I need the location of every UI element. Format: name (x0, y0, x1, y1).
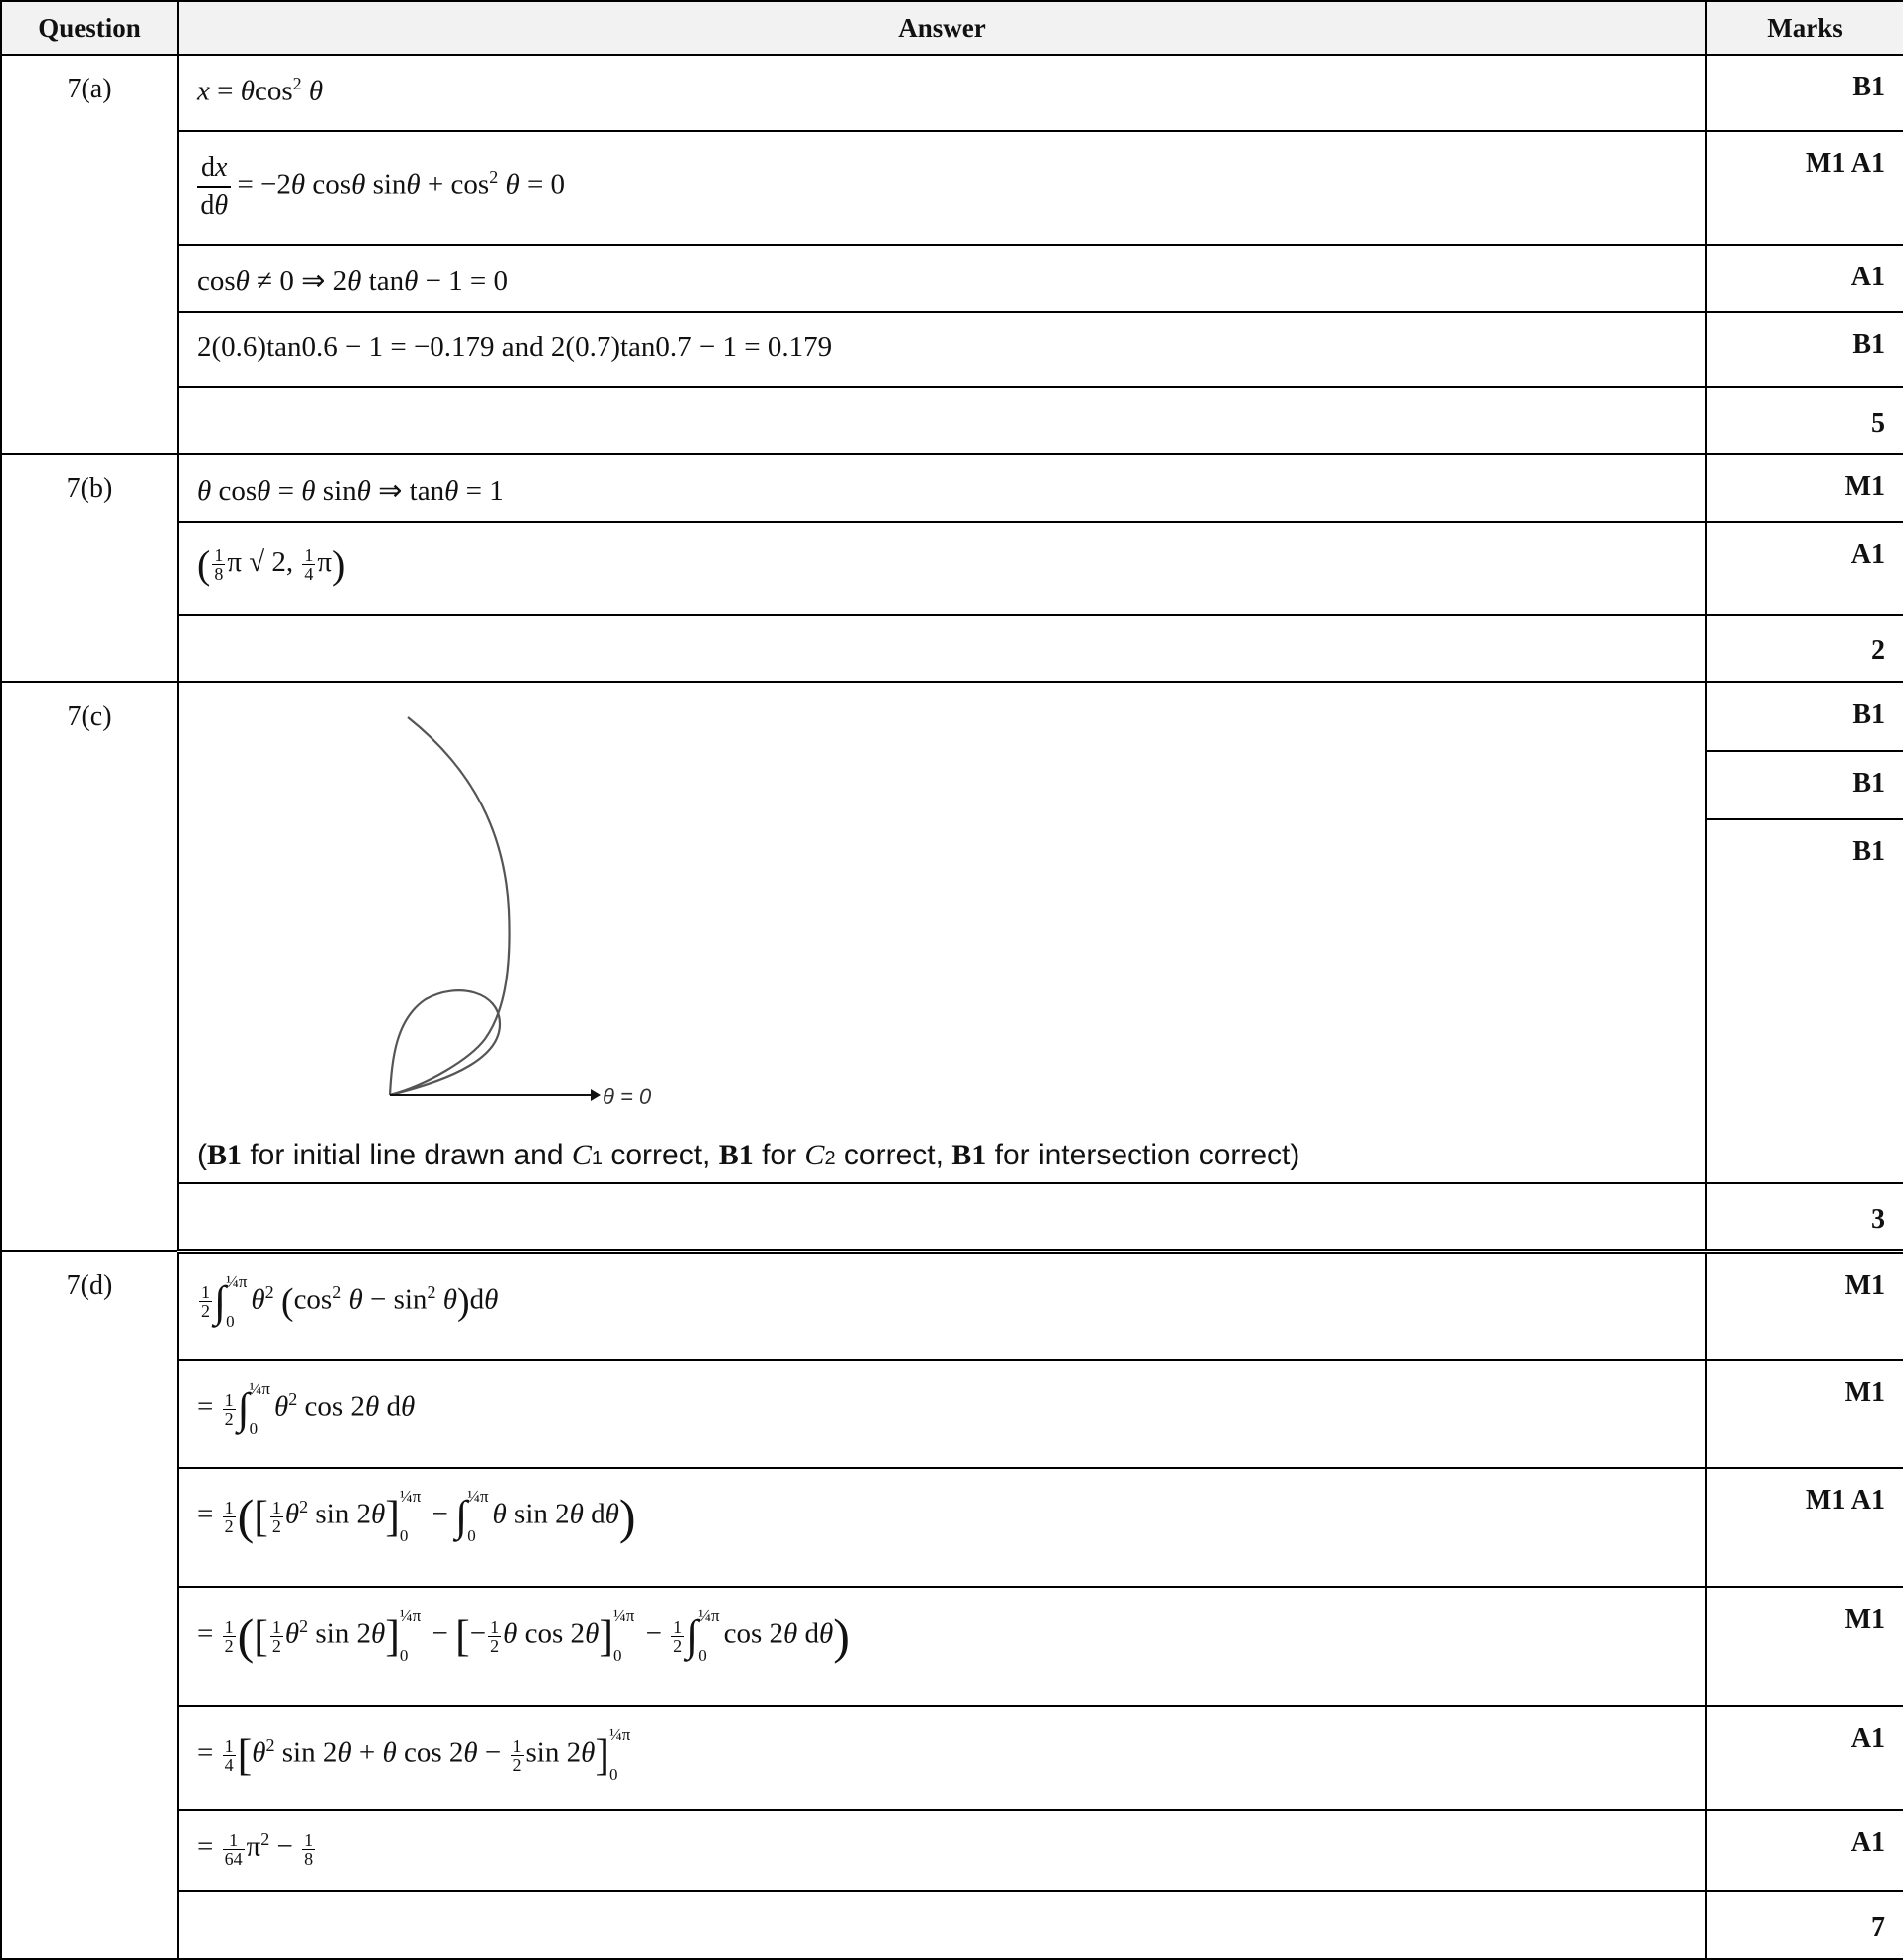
mark-cell: M1 (1706, 1360, 1903, 1468)
answer-line: x = θcos$^2$ θ (178, 55, 1706, 131)
answer-line: = $\frac{1}{2}$ ([ $\frac{1}{2}$ $\theta^2$ sin 2θ] ¼π 0 − ∫ ¼π 0 θ sin 2θ dθ) (178, 1468, 1706, 1587)
header-row (1, 1, 1903, 55)
q7c-row-1 (1, 682, 1903, 751)
q7d-row-6 (1, 1810, 1903, 1891)
question-label-7d: 7(d) (1, 1251, 178, 1959)
answer-line: $\frac{dx}{d\theta}$ = −2θ cosθ $\sin\theta + \cos^2 \theta = 0$ (178, 131, 1706, 245)
marking-note: (B1 for initial line drawn and C1 correct, B1 for C2 correct, B1 for intersection correct) (197, 1139, 1300, 1171)
q7a-row-3 (1, 245, 1903, 312)
theta-zero-label: θ = 0 (603, 1084, 652, 1109)
answer-line: ( $\frac{1}{8}$ π √ 2, $\frac{1}{4}$ π) (178, 522, 1706, 615)
total-marks: 2 (1706, 615, 1903, 682)
answer-line: = $\frac{1}{2}$ ∫ ¼π 0 $\theta^2$ cos 2θ dθ (178, 1360, 1706, 1468)
answer-line: $\frac{1}{2}$ ∫ ¼π 0 $\theta^2$ ($\cos^2$ $\theta - \sin^2 \theta)d\theta$ (178, 1251, 1706, 1360)
total-marks: 7 (1706, 1891, 1903, 1959)
answer-line: θ cosθ = θ sinθ ⇒ tanθ = 1 (178, 454, 1706, 522)
answer-line: = $\frac{1}{4}$ [$\theta^2$ sin 2θ + θ cos 2θ − $\frac{1}{2}$ sin 2θ] ¼π 0 (178, 1706, 1706, 1810)
mark-cell: M1 (1706, 1587, 1903, 1706)
q7a-row-4 (1, 312, 1903, 387)
total-marks: 3 (1706, 1183, 1903, 1251)
question-label-7c: 7(c) (1, 682, 178, 1251)
q7a-total-row (1, 387, 1903, 454)
mark-cell: B1 (1706, 682, 1903, 751)
q7d-row-1 (1, 1251, 1903, 1360)
q7b-total-row (1, 615, 1903, 682)
header-question: Question (1, 1, 178, 55)
curve-c2 (390, 717, 510, 1095)
q7b-row-2 (1, 522, 1903, 615)
mark-cell: A1 (1706, 1706, 1903, 1810)
q7d-row-3 (1, 1468, 1903, 1587)
answer-line: = $\frac{1}{2}$ ([ $\frac{1}{2}$ $\theta^2$ sin 2θ] ¼π 0 − [− $\frac{1}{2}$ θ cos 2θ] ¼π 0 − $\frac{1}{2}$ ∫ ¼π 0 cos 2θ dθ) (178, 1587, 1706, 1706)
total-marks: 5 (1706, 387, 1903, 454)
q7d-total-row (1, 1891, 1903, 1959)
question-label-7a: 7(a) (1, 55, 178, 454)
answer-line: cosθ ≠ 0 ⇒ 2θ tanθ − 1 = 0 (178, 245, 1706, 312)
q7a-row-1 (1, 55, 1903, 131)
mark-cell: B1 (1706, 819, 1903, 1183)
q7a-row-2 (1, 131, 1903, 245)
arrow-head (591, 1089, 601, 1101)
header-answer: Answer (178, 1, 1706, 55)
q7d-row-4 (1, 1587, 1903, 1706)
derivative-fraction: $\frac{dx}{d\theta}$ (197, 150, 231, 224)
mark-cell: M1 (1706, 454, 1903, 522)
q7b-row-1 (1, 454, 1903, 522)
header-marks: Marks (1706, 1, 1903, 55)
mark-cell: B1 (1706, 312, 1903, 387)
q7d-row-5 (1, 1706, 1903, 1810)
answer-line: = $\frac{1}{64}$ $\pi^2$ − $\frac{1}{8}$ (178, 1810, 1706, 1891)
mark-cell: B1 (1706, 751, 1903, 819)
q7d-row-2 (1, 1360, 1903, 1468)
answer-empty (178, 615, 1706, 682)
mark-cell: A1 (1706, 1810, 1903, 1891)
polar-curve-sketch (197, 701, 754, 1109)
answer-empty (178, 387, 1706, 454)
sketch-cell (178, 682, 1706, 1183)
mark-cell: B1 (1706, 55, 1903, 131)
answer-empty (178, 1183, 1706, 1251)
mark-cell: M1 (1706, 1251, 1903, 1360)
math-expression: x (197, 75, 210, 107)
mark-cell: A1 (1706, 245, 1903, 312)
question-label-7b: 7(b) (1, 454, 178, 682)
mark-cell: M1 A1 (1706, 1468, 1903, 1587)
answer-line: 2(0.6)tan0.6 − 1 = −0.179 and 2(0.7)tan0.7 − 1 = 0.179 (178, 312, 1706, 387)
answer-empty (178, 1891, 1706, 1959)
mark-cell: M1 A1 (1706, 131, 1903, 245)
q7c-total-row (1, 1183, 1903, 1251)
mark-cell: A1 (1706, 522, 1903, 615)
